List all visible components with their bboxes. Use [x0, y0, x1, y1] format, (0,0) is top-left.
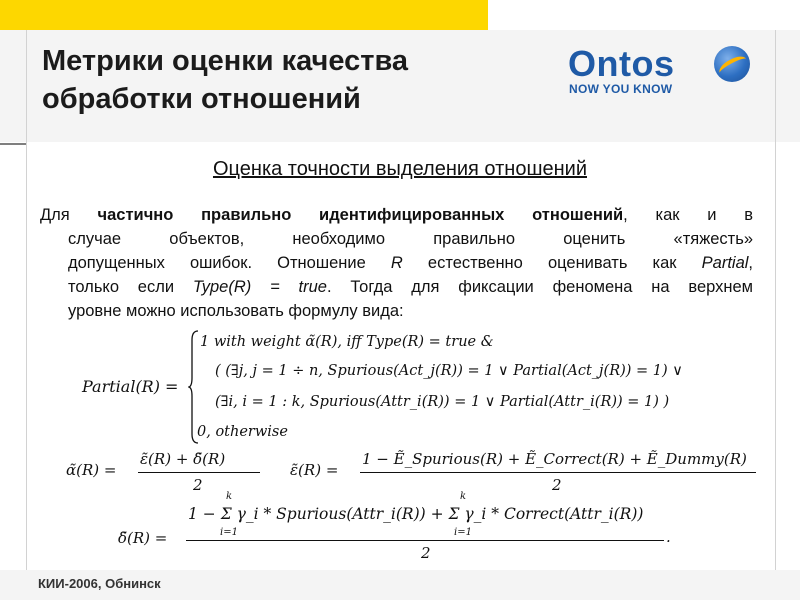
title-underline-accent: [0, 143, 26, 145]
ontos-logo: [568, 44, 758, 100]
paragraph-line-3: [40, 251, 753, 275]
text-run: только если: [68, 278, 193, 296]
text-run: . Тогда для фиксации феномена на верхнем: [326, 278, 753, 296]
paragraph-line-1: [40, 203, 753, 227]
delta-formula-period: .: [666, 528, 671, 546]
right-margin-line: [775, 30, 776, 570]
epsilon-formula-lhs: ε̃(R) =: [290, 461, 339, 479]
italic-term: Type(R) = true: [192, 278, 327, 296]
paragraph-line-5: уровне можно использовать формулу вида:: [68, 302, 404, 320]
text-run: ,: [748, 254, 754, 272]
logo-wordmark: Ontos: [568, 43, 675, 84]
footer-conference: КИИ-2006, Обнинск: [38, 576, 161, 591]
yellow-header-band: [0, 0, 488, 30]
section-subtitle: Оценка точности выделения отношений: [212, 158, 587, 180]
partial-case-1: 1 with weight α̃(R), iff Type(R) = true &: [200, 334, 494, 350]
delta-formula-lhs: δ̃(R) =: [118, 529, 168, 547]
delta-sum1-lower: i=1: [220, 527, 238, 538]
text-run: естественно оценивать как: [402, 254, 702, 272]
delta-sum2-upper: k: [460, 491, 467, 502]
slide-title: [42, 42, 522, 118]
paragraph-line-4: [40, 275, 753, 299]
partial-case-3: (∃i, i = 1 : k, Spurious(Attr_i(R)) = 1 ∨ Partial(Attr_i(R)) = 1) ): [215, 394, 670, 410]
logo-swoosh-icon: [716, 53, 749, 79]
alpha-formula-denominator: 2: [193, 476, 203, 494]
partial-formula-lhs: Partial(R) =: [82, 377, 179, 396]
alpha-formula-numerator: ε̃(R) + δ̃(R): [140, 450, 226, 468]
logo-tagline: NOW YOU KNOW: [569, 82, 673, 96]
slide-title-line1: Метрики оценки качества: [42, 45, 409, 77]
text-run: , как и в: [623, 206, 754, 224]
logo-globe-icon: [714, 46, 750, 82]
italic-term: Partial: [701, 254, 749, 272]
partial-case-4: 0, otherwise: [197, 424, 288, 440]
text-run: допущенных ошибок. Отношение: [68, 254, 391, 272]
paragraph-line-2: случае объектов, необходимо правильно оценить «тяжесть»: [68, 230, 753, 248]
slide-title-line2: обработки отношений: [42, 83, 361, 115]
alpha-formula-lhs: α̃(R) =: [66, 461, 117, 479]
partial-case-2: ( (∃j, j = 1 ÷ n, Spurious(Act_j(R)) = 1 ∨ Partial(Act_j(R)) = 1) ∨: [215, 363, 683, 379]
alpha-fraction-bar: [138, 472, 260, 473]
bold-term: частично правильно идентифицированных отношений: [97, 206, 624, 224]
epsilon-fraction-bar: [360, 472, 756, 473]
delta-formula-numerator: 1 − Σ γ_i * Spurious(Attr_i(R)) + Σ γ_i * Correct(Attr_i(R)): [188, 505, 644, 523]
delta-sum1-upper: k: [226, 491, 233, 502]
text-run: Для: [40, 206, 98, 224]
italic-term: R: [390, 254, 403, 272]
delta-formula-denominator: 2: [421, 544, 431, 562]
body-paragraph: [40, 203, 753, 323]
delta-fraction-bar: [186, 540, 664, 541]
delta-sum2-lower: i=1: [454, 527, 472, 538]
epsilon-formula-denominator: 2: [552, 476, 562, 494]
left-margin-line: [26, 30, 27, 570]
epsilon-formula-numerator: 1 − Ẽ_Spurious(R) + Ẽ_Correct(R) + Ẽ_Dummy(R): [362, 450, 747, 468]
